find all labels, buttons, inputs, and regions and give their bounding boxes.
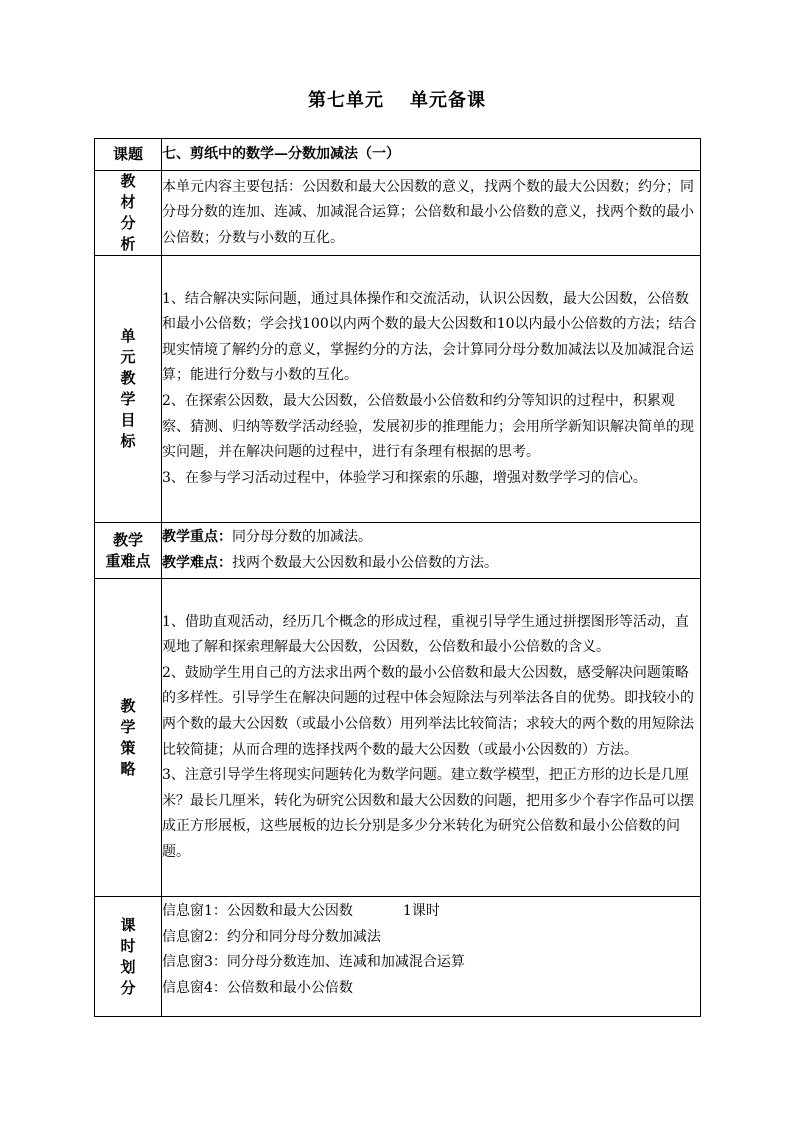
row-schedule: [95, 897, 701, 1017]
topic-value: 七、剪纸中的数学—分数加减法（一）: [162, 139, 701, 171]
goals-paragraph: 3、在参与学习活动过程中，体验学习和探索的乐趣，增强对数学学习的信心。: [162, 469, 647, 486]
goals-label-char: 元: [120, 348, 136, 366]
schedule-label-char: 时: [120, 936, 136, 955]
goals-paragraph: 2、在探索公因数，最大公因数，公倍数最小公倍数和约分等知识的过程中，积累观察、猜测、归纳等数学活动经验，发展初步的推理能力；会用所学新知识解决简单的现实问题，并在解决问题的过程中，进行有条理有根据的思考。: [162, 393, 694, 461]
strategy-label-char: 学: [120, 717, 136, 736]
row-topic: [95, 139, 701, 171]
schedule-list: [162, 897, 701, 1017]
goals-label-char: 单: [120, 327, 136, 345]
focus-text: 同分母分数的加减法。: [232, 528, 372, 545]
strategy-label-char: 策: [120, 738, 136, 757]
strategy-label-char: 教: [120, 696, 136, 715]
keypoints-text: [162, 523, 701, 579]
strategy-paragraph: 1、借助直观活动，经历几个概念的形成过程，重视引导学生通过拼摆图形等活动，直观地了解和探索理解最大公因数，公因数，公倍数和最小公倍数的含义。: [162, 613, 689, 656]
goals-label-char: 目: [120, 411, 136, 429]
page-title-subject: 单元备课: [410, 90, 486, 111]
keypoints-label: [95, 523, 162, 579]
difficulty-label: 教学难点：: [162, 554, 232, 571]
schedule-label-char: 划: [120, 957, 136, 976]
material-label: [95, 171, 162, 256]
goals-label-char: 教: [120, 369, 136, 387]
schedule-label: [95, 897, 162, 1017]
focus-label: 教学重点：: [162, 528, 232, 545]
page-title: [0, 86, 794, 112]
goals-text: [162, 256, 701, 523]
schedule-label-char: 课: [120, 915, 136, 934]
lesson-plan-table: [94, 138, 701, 1017]
strategy-paragraph: 2、鼓励学生用自己的方法求出两个数的最小公倍数和最大公因数，感受解决问题策略的多样性。引导学生在解决问题的过程中体会短除法与列举法各自的优势。即找较小的两个数的最大公因数（或最小公倍数）用列举法比较简洁；求较大的两个数的用短除法比较简捷；从而合理的选择找两个数的最大公因数（或最小公因数的）方法。: [162, 664, 694, 758]
difficulty-line: [162, 551, 700, 577]
keypoints-label-line: 教学: [112, 530, 143, 549]
material-text: [162, 171, 701, 256]
row-keypoints: [95, 523, 701, 579]
material-label-char: 材: [120, 193, 136, 211]
schedule-item: 信息窗1：公因数和最大公因数 1课时: [162, 903, 440, 919]
schedule-item: 信息窗2：约分和同分母分数加减法: [162, 928, 381, 945]
material-paragraph: 本单元内容主要包括：公因数和最大公因数的意义，找两个数的最大公因数；约分；同分母分数的连加、连减、加减混合运算；公倍数和最小公倍数的意义，找两个数的最小公倍数；分数与小数的互化。: [162, 178, 694, 246]
row-strategy: [95, 579, 701, 897]
strategy-label-char: 略: [120, 759, 136, 778]
strategy-paragraph: 3、注意引导学生将现实问题转化为数学问题。建立数学模型，把正方形的边长是几厘米？最长几厘米，转化为研究公因数和最大公因数的问题，把用多少个春字作品可以摆成正方形展板，这些展板的边长分别是多少分米转化为研究公倍数和最小公倍数的问题。: [162, 767, 694, 860]
goals-label: [95, 256, 162, 523]
goals-paragraph: 1、结合解决实际问题，通过具体操作和交流活动，认识公因数，最大公因数，公倍数和最小公倍数；学会找100以内两个数的最大公因数和10以内最小公倍数的方法；结合现实情境了解约分的意义，掌握约分的方法，会计算同分母分数加减法以及加减混合运算；能进行分数与小数的互化。: [162, 290, 697, 384]
row-goals: [95, 256, 701, 523]
schedule-label-char: 分: [120, 978, 136, 997]
topic-label: 课题: [95, 139, 162, 171]
schedule-hours: 1课时: [402, 903, 440, 919]
material-label-char: 析: [120, 235, 136, 253]
material-label-char: 分: [120, 214, 136, 232]
strategy-label: [95, 579, 162, 897]
page-title-unit: 第七单元: [308, 90, 384, 111]
difficulty-text: 找两个数最大公因数和最小公倍数的方法。: [232, 554, 498, 571]
goals-label-char: 标: [120, 432, 136, 450]
schedule-item: 信息窗4：公倍数和最小公倍数: [162, 979, 353, 996]
focus-line: [162, 525, 700, 551]
keypoints-label-line: 重难点: [105, 551, 151, 570]
row-material: [95, 171, 701, 256]
material-label-char: 教: [120, 172, 136, 190]
strategy-text: [162, 579, 701, 897]
goals-label-char: 学: [120, 390, 136, 408]
schedule-item: 信息窗3：同分母分数连加、连减和加减混合运算: [162, 954, 465, 971]
